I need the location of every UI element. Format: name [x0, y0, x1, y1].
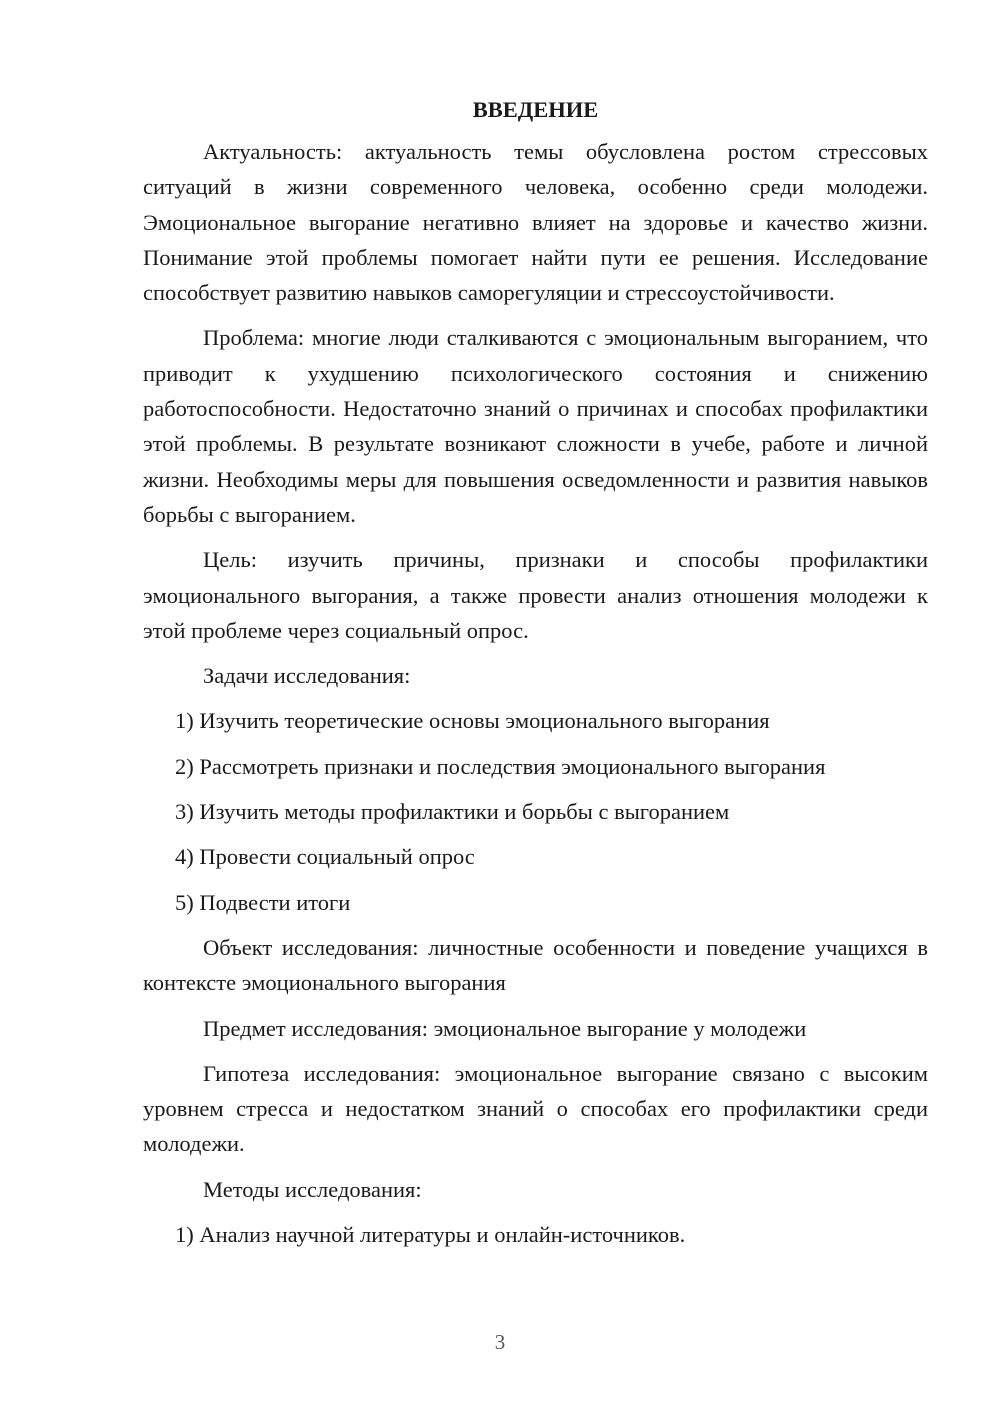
- goal-paragraph: Цель: изучить причины, признаки и способы профилактики эмоционального выгорания, а также провести анализ отношения молодежи к этой проблеме через социальный опрос.: [143, 547, 928, 643]
- relevance-paragraph: Актуальность: актуальность темы обусловлена ростом стрессовых ситуаций в жизни современного человека, особенно среди молодежи. Эмоциональное выгорание негативно влияет на здоровье и качество жизни. Понимание этой проблемы помогает найти пути ее решения. Исследование способствует развитию навыков саморегуляции и стрессоустойчивости.: [143, 139, 928, 306]
- hypothesis-paragraph: Гипотеза исследования: эмоциональное выгорание связано с высоким уровнем стресса и недостатком знаний о способах его профилактики среди молодежи.: [143, 1060, 928, 1157]
- task-item-2: 2) Рассмотреть признаки и последствия эмоционального выгорания: [175, 753, 826, 779]
- object-paragraph: Объект исследования: личностные особенности и поведение учащихся в контексте эмоционального выгорания: [143, 934, 928, 996]
- problem-paragraph: Проблема: многие люди сталкиваются с эмоциональным выгоранием, что приводит к ухудшению психологического состояния и снижению работоспособности. Недостаточно знаний о причинах и способах профилактики этой проблемы. В результате возникают сложности в учебе, работе и личной жизни. Необходимы меры для повышения осведомленности и развития навыков борьбы с выгоранием.: [143, 325, 928, 527]
- task-item-1: 1) Изучить теоретические основы эмоционального выгорания: [175, 708, 770, 734]
- method-item-1: 1) Анализ научной литературы и онлайн-источников.: [175, 1222, 686, 1248]
- page-number: 3: [494, 1330, 506, 1354]
- task-item-3: 3) Изучить методы профилактики и борьбы с выгоранием: [175, 799, 730, 825]
- methods-heading: Методы исследования:: [203, 1176, 422, 1202]
- methods-list: [143, 1217, 928, 1252]
- tasks-list: [143, 703, 928, 919]
- subject-paragraph: Предмет исследования: эмоциональное выгорание у молодежи: [203, 1015, 807, 1041]
- tasks-heading: Задачи исследования:: [203, 663, 411, 689]
- page-content: [143, 92, 928, 1262]
- task-item-4: 4) Провести социальный опрос: [175, 844, 475, 870]
- page-title: ВВЕДЕНИЕ: [472, 97, 599, 122]
- task-item-5: 5) Подвести итоги: [175, 889, 351, 915]
